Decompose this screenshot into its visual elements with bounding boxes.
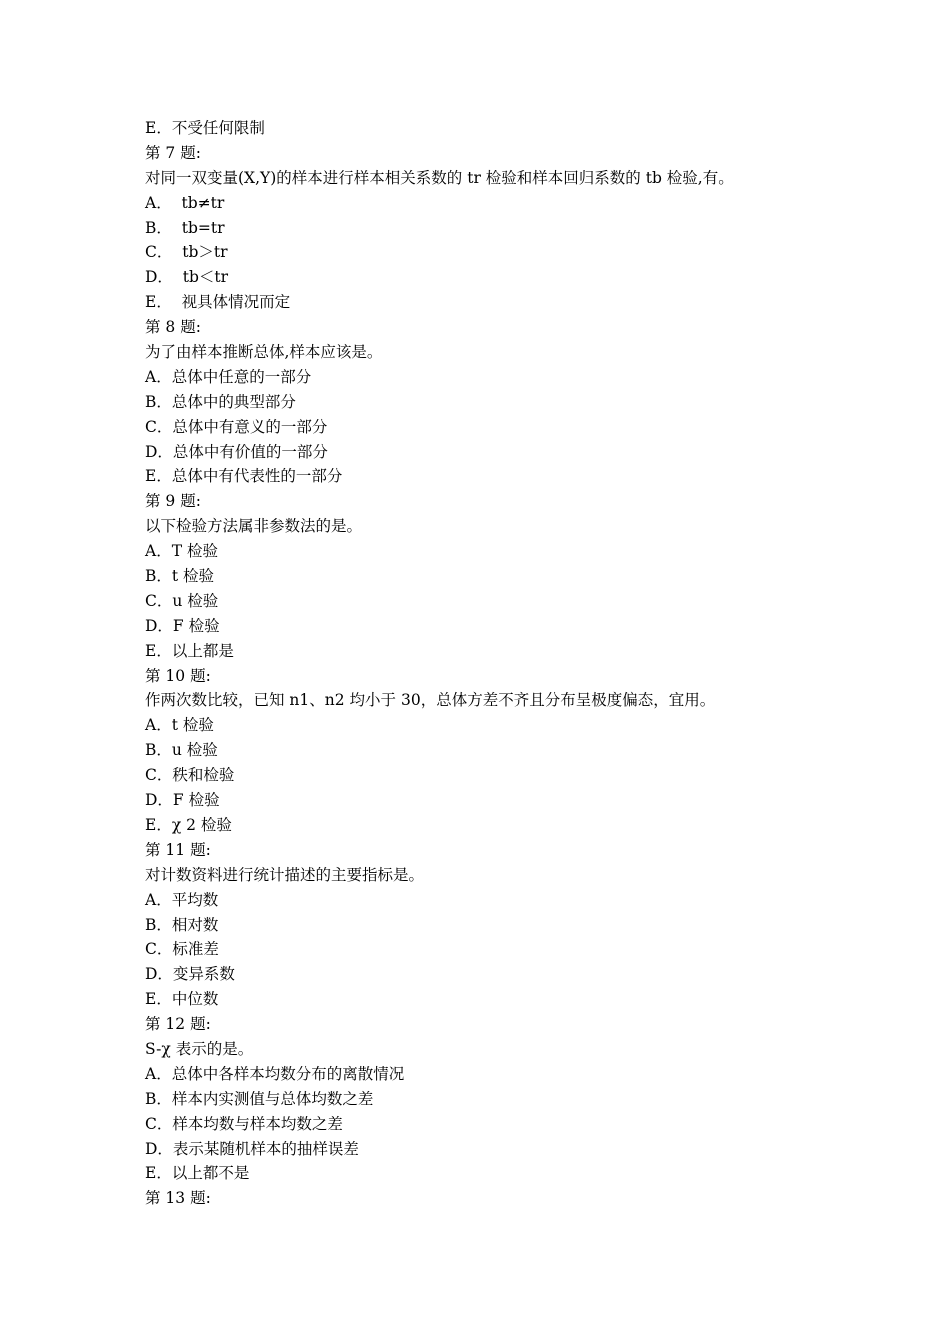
question-heading: 第 11 题: xyxy=(145,840,211,859)
answer-option: C．u 检验 xyxy=(145,591,219,610)
answer-option: A．平均数 xyxy=(145,890,219,909)
question-text-block xyxy=(145,116,734,1211)
answer-option: C．样本均数与样本均数之差 xyxy=(145,1114,343,1133)
answer-option: B．总体中的典型部分 xyxy=(145,392,296,411)
answer-option: A．总体中各样本均数分布的离散情况 xyxy=(145,1064,405,1083)
question-stem: 作两次数比较，已知 n1、n2 均小于 30，总体方差不齐且分布呈极度偏态，宜用。 xyxy=(145,691,716,710)
answer-option: B． tb=tr xyxy=(145,218,225,237)
answer-option: E．χ 2 检验 xyxy=(145,815,232,834)
answer-option: B．t 检验 xyxy=(145,567,215,586)
answer-option: C．秩和检验 xyxy=(145,766,235,785)
answer-option: B．样本内实测值与总体均数之差 xyxy=(145,1089,374,1108)
answer-option: D．F 检验 xyxy=(145,791,220,810)
answer-option: D．变异系数 xyxy=(145,965,235,984)
answer-option: A．总体中任意的一部分 xyxy=(145,367,312,386)
answer-option: A．T 检验 xyxy=(145,542,218,561)
answer-option: D．总体中有价值的一部分 xyxy=(145,442,328,461)
answer-option: B．相对数 xyxy=(145,915,219,934)
question-stem: 对同一双变量(X,Y)的样本进行样本相关系数的 tr 检验和样本回归系数的 tb 检验,有。 xyxy=(145,168,734,187)
answer-option: A．t 检验 xyxy=(145,716,214,735)
question-stem: 为了由样本推断总体,样本应该是。 xyxy=(145,343,383,362)
question-heading: 第 7 题: xyxy=(145,143,201,162)
answer-option: C．总体中有意义的一部分 xyxy=(145,417,328,436)
question-stem: 以下检验方法属非参数法的是。 xyxy=(145,517,363,536)
answer-option: E．总体中有代表性的一部分 xyxy=(145,467,343,486)
answer-option: E． 视具体情况而定 xyxy=(145,293,291,312)
answer-option: B．u 检验 xyxy=(145,741,218,760)
question-heading: 第 8 题: xyxy=(145,318,201,337)
answer-option: E．以上都不是 xyxy=(145,1164,250,1183)
answer-option: E．中位数 xyxy=(145,990,219,1009)
question-heading: 第 10 题: xyxy=(145,666,211,685)
answer-option: A． tb≠tr xyxy=(145,193,225,212)
question-heading: 第 13 题: xyxy=(145,1189,211,1208)
question-heading: 第 12 题: xyxy=(145,1015,211,1034)
answer-option: C． tb＞tr xyxy=(145,243,228,262)
answer-option: C．标准差 xyxy=(145,940,219,959)
answer-option: D． tb＜tr xyxy=(145,268,229,287)
answer-option: D．F 检验 xyxy=(145,616,220,635)
answer-option: E．以上都是 xyxy=(145,641,234,660)
question-heading: 第 9 题: xyxy=(145,492,201,511)
question-stem: S-χ 表示的是。 xyxy=(145,1039,254,1058)
text-line: E．不受任何限制 xyxy=(145,119,265,137)
question-stem: 对计数资料进行统计描述的主要指标是。 xyxy=(145,865,425,884)
answer-option: D．表示某随机样本的抽样误差 xyxy=(145,1139,359,1158)
